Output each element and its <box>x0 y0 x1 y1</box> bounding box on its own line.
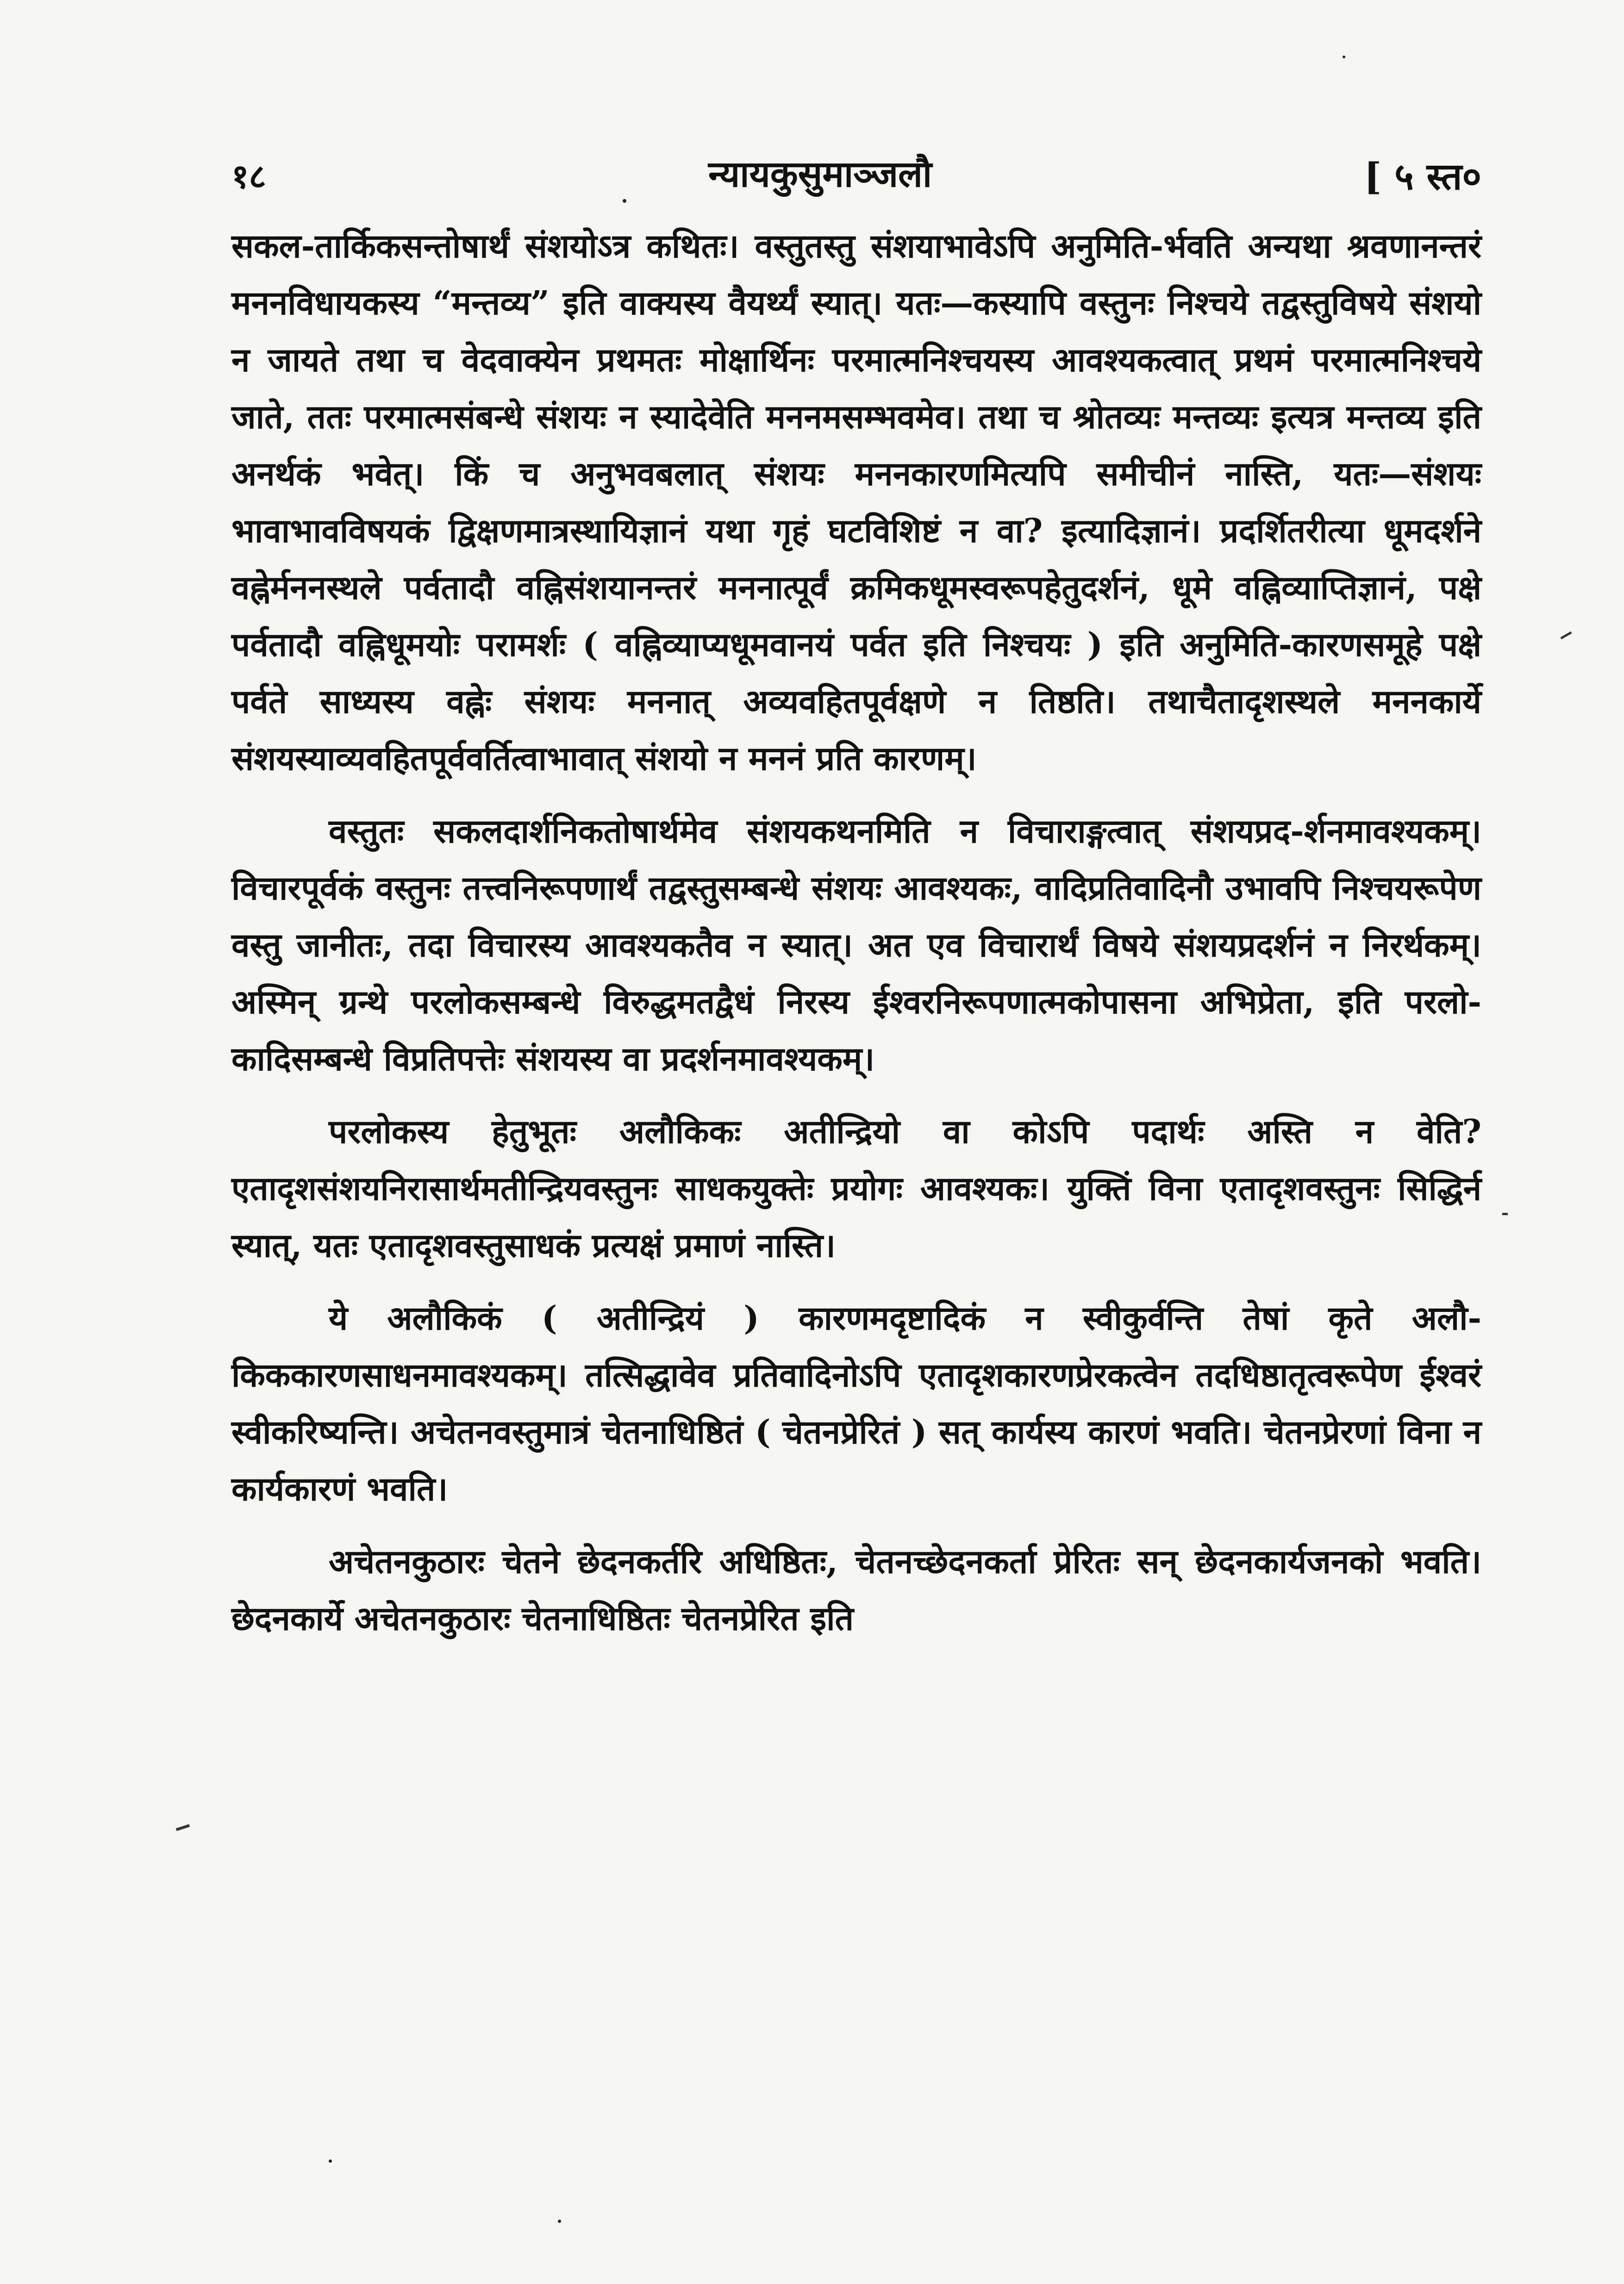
scan-mark <box>1502 1213 1508 1215</box>
scan-speck <box>329 2159 332 2163</box>
paragraph-5: अचेतनकुठारः चेतने छेदनकर्तरि अधिष्ठितः, चेतनच्छेदनकर्ता प्रेरितः सन् छेदनकार्यजनको भवति। छेदनकार्ये अचेतनकुठारः चेतनाधिष्ठितः चेतनप्रेरित इति <box>231 1542 1481 1638</box>
running-title: न्यायकुसुमाञ्जलौ <box>708 153 932 195</box>
page-number: १८ <box>231 156 266 196</box>
scan-speck <box>558 2220 561 2223</box>
page-header <box>231 139 1481 208</box>
paragraph-4: ये अलौकिकं ( अतीन्द्रियं ) कारणमदृष्टादिकं न स्वीकुर्वन्ति तेषां कृते अलौ-किककारणसाधनमावश्यकम्। तत्सिद्धावेव प्रतिवादिनोऽपि एतादृशकारणप्रेरकत्वेन तदधिष्ठातृत्वरूपेण ईश्वरं स्वीकरिष्यन्ति। अचेतनवस्तुमात्रं चेतनाधिष्ठितं ( चेतनप्रेरितं ) सत् कार्यस्य कारणं भवति। चेतनप्रेरणां विना न कार्यकारणं भवति। <box>231 1298 1481 1508</box>
scan-speck <box>1343 56 1345 58</box>
scan-speck <box>623 199 626 203</box>
paragraph-2: वस्तुतः सकलदार्शनिकतोषार्थमेव संशयकथनमिति न विचाराङ्गत्वात् संशयप्रद-र्शनमावश्यकम्। विचारपूर्वकं वस्तुनः तत्त्वनिरूपणार्थं तद्वस्तुसम्बन्धे संशयः आवश्यकः, वादिप्रतिवादिनौ उभावपि निश्चयरूपेण वस्तु जानीतः, तदा विचारस्य आवश्यकतैव न स्यात्। अत एव विचारार्थं विषये संशयप्रदर्शनं न निरर्थकम्। अस्मिन् ग्रन्थे परलोकसम्बन्धे विरुद्धमतद्वैधं निरस्य ईश्वरनिरूपणात्मकोपासना अभिप्रेता, इति परलो-कादिसम्बन्धे विप्रतिपत्तेः संशयस्य वा प्रदर्शनमावश्यकम्। <box>231 811 1481 1078</box>
scan-mark <box>176 1824 190 1831</box>
paragraph-1: सकल-तार्किकसन्तोषार्थं संशयोऽत्र कथितः। वस्तुतस्तु संशयाभावेऽपि अनुमिति-र्भवति अन्यथा श्रवणानन्तरं मननविधायकस्य “मन्तव्य” इति वाक्यस्य वैयर्थ्यं स्यात्। यतः—कस्यापि वस्तुनः निश्चये तद्वस्तुविषये संशयो न जायते तथा च वेदवाक्येन प्रथमतः मोक्षार्थिनः परमात्मनिश्चयस्य आवश्यकत्वात् प्रथमं परमात्मनिश्चये जाते, ततः परमात्मसंबन्धे संशयः न स्यादेवेति मननमसम्भवमेव। तथा च श्रोतव्यः मन्तव्यः इत्यत्र मन्तव्य इति अनर्थकं भवेत्। किं च अनुभवबलात् संशयः मननकारणमित्यपि समीचीनं नास्ति, यतः—संशयः भावाभावविषयकं द्विक्षणमात्रस्थायिज्ञानं यथा गृहं घटविशिष्टं न वा? इत्यादिज्ञानं। प्रदर्शितरीत्या धूमदर्शने वह्नेर्मननस्थले पर्वतादौ वह्निसंशयानन्तरं मननात्पूर्वं क्रमिकधूमस्वरूपहेतुदर्शनं, धूमे वह्निव्याप्तिज्ञानं, पक्षे पर्वतादौ वह्निधूमयोः परामर्शः ( वह्निव्याप्यधूमवानयं पर्वत इति निश्चयः ) इति अनुमिति-कारणसमूहे पक्षे पर्वते साध्यस्य वह्नेः संशयः मननात् अव्यवहितपूर्वक्षणे न तिष्ठति। तथाचैतादृशस्थले मननकार्ये संशयस्याव्यवहितपूर्ववर्तित्वाभावात् संशयो न मननं प्रति कारणम्। <box>231 226 1481 778</box>
body-text <box>231 218 1481 1647</box>
paragraph-3: परलोकस्य हेतुभूतः अलौकिकः अतीन्द्रियो वा कोऽपि पदार्थः अस्ति न वेति? एतादृशसंशयनिरासार्थमतीन्द्रियवस्तुनः साधकयुक्तेः प्रयोगः आवश्यकः। युक्तिं विना एतादृशवस्तुनः सिद्धिर्न स्यात्, यतः एतादृशवस्तुसाधकं प्रत्यक्षं प्रमाणं नास्ति। <box>231 1112 1481 1265</box>
section-mark: [ ५ स्त० <box>1364 155 1481 198</box>
scan-mark <box>1560 631 1572 639</box>
